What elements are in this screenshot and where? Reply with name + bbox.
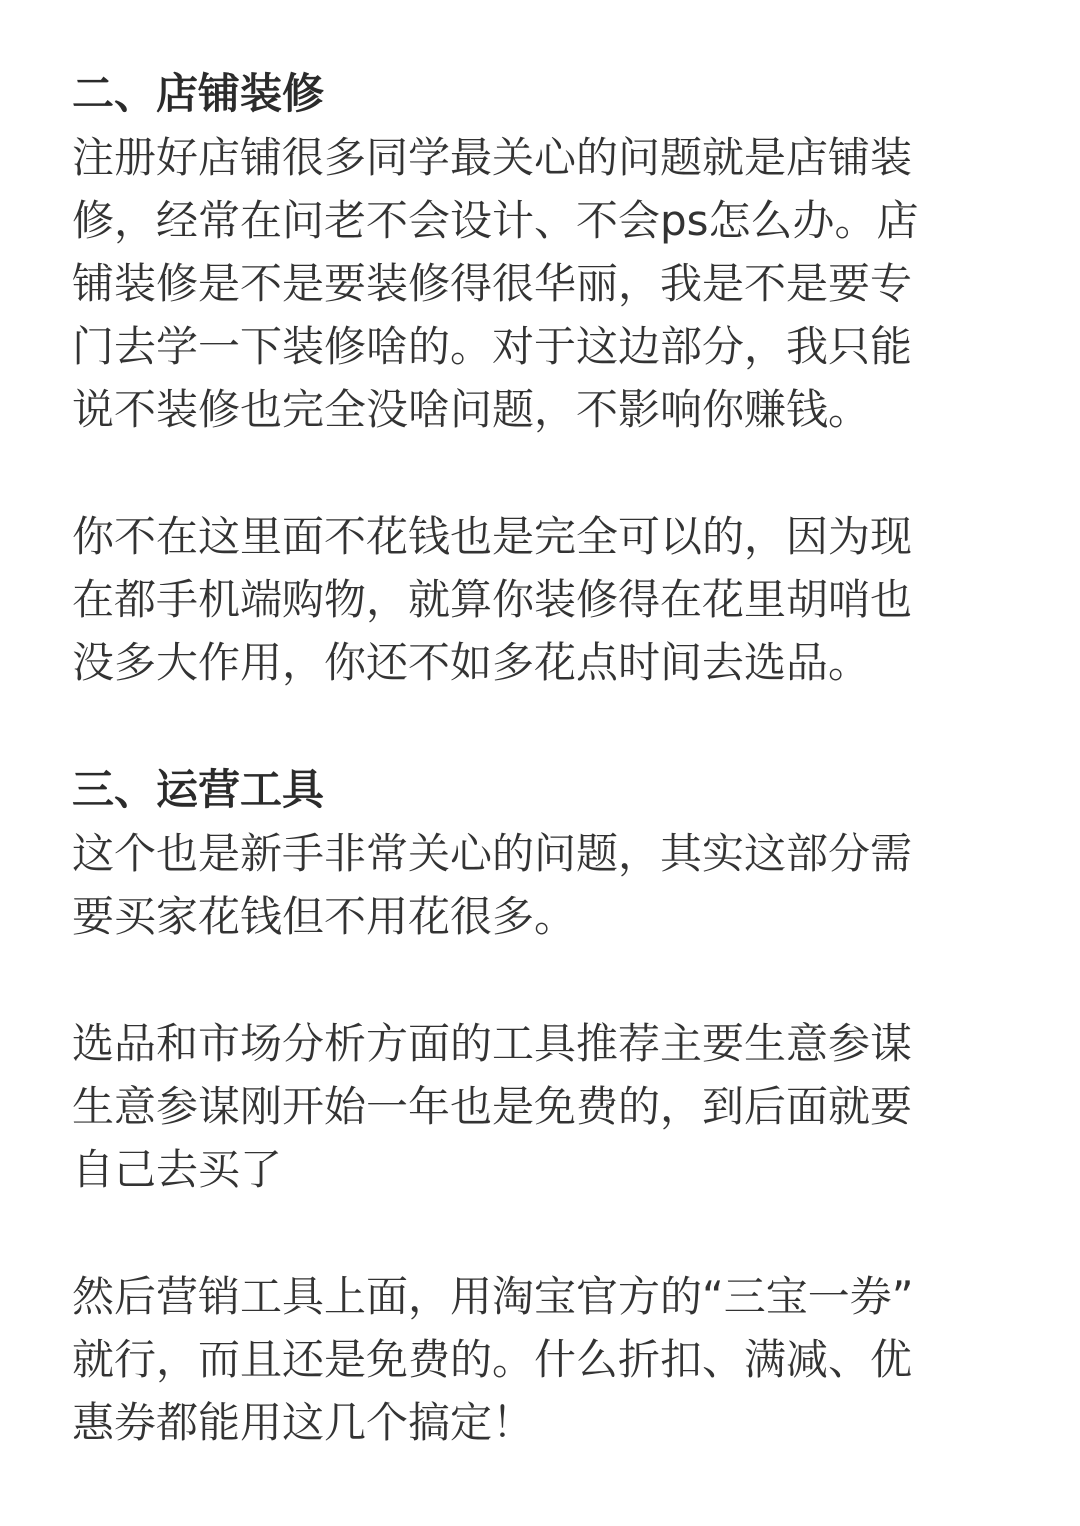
text-line: 生意参谋刚开始一年也是免费的，到后面就要 — [72, 1082, 913, 1131]
paragraph-spacer — [72, 948, 1002, 1012]
section-spacer — [72, 694, 1002, 758]
section-heading: 二、店铺装修 — [72, 69, 325, 118]
section-heading: 三、运营工具 — [72, 765, 325, 814]
text-line: 门去学一下装修啥的。对于这边部分，我只能 — [72, 322, 913, 371]
text-line: 要买家花钱但不用花很多。 — [72, 892, 577, 941]
text-line: 自己去买了 — [72, 1145, 283, 1194]
paragraph — [72, 822, 1002, 948]
paragraph — [72, 1012, 1002, 1201]
text-line: 修，经常在问老不会设计、不会ps怎么办。店 — [72, 196, 919, 245]
text-line: 选品和市场分析方面的工具推荐主要生意参谋 — [72, 1019, 913, 1068]
text-line: 惠券都能用这几个搞定！ — [72, 1398, 535, 1447]
text-line: 你不在这里面不花钱也是完全可以的，因为现 — [72, 512, 913, 561]
section-operation-tools — [72, 758, 1002, 1454]
text-line: 就行，而且还是免费的。什么折扣、满减、优 — [72, 1335, 913, 1384]
text-line: 铺装修是不是要装修得很华丽，我是不是要专 — [72, 259, 913, 308]
section-store-decoration — [72, 62, 1002, 694]
paragraph — [72, 126, 1002, 441]
article-body — [72, 62, 1002, 1454]
text-line: 这个也是新手非常关心的问题，其实这部分需 — [72, 829, 913, 878]
paragraph — [72, 505, 1002, 694]
paragraph-spacer — [72, 441, 1002, 505]
text-line: 在都手机端购物，就算你装修得在花里胡哨也 — [72, 575, 913, 624]
paragraph-spacer — [72, 1201, 1002, 1265]
text-line: 说不装修也完全没啥问题，不影响你赚钱。 — [72, 385, 871, 434]
text-line: 注册好店铺很多同学最关心的问题就是店铺装 — [72, 133, 913, 182]
text-line: 然后营销工具上面，用淘宝官方的“三宝一券” — [72, 1272, 914, 1321]
paragraph — [72, 1265, 1002, 1454]
text-line: 没多大作用，你还不如多花点时间去选品。 — [72, 638, 871, 687]
